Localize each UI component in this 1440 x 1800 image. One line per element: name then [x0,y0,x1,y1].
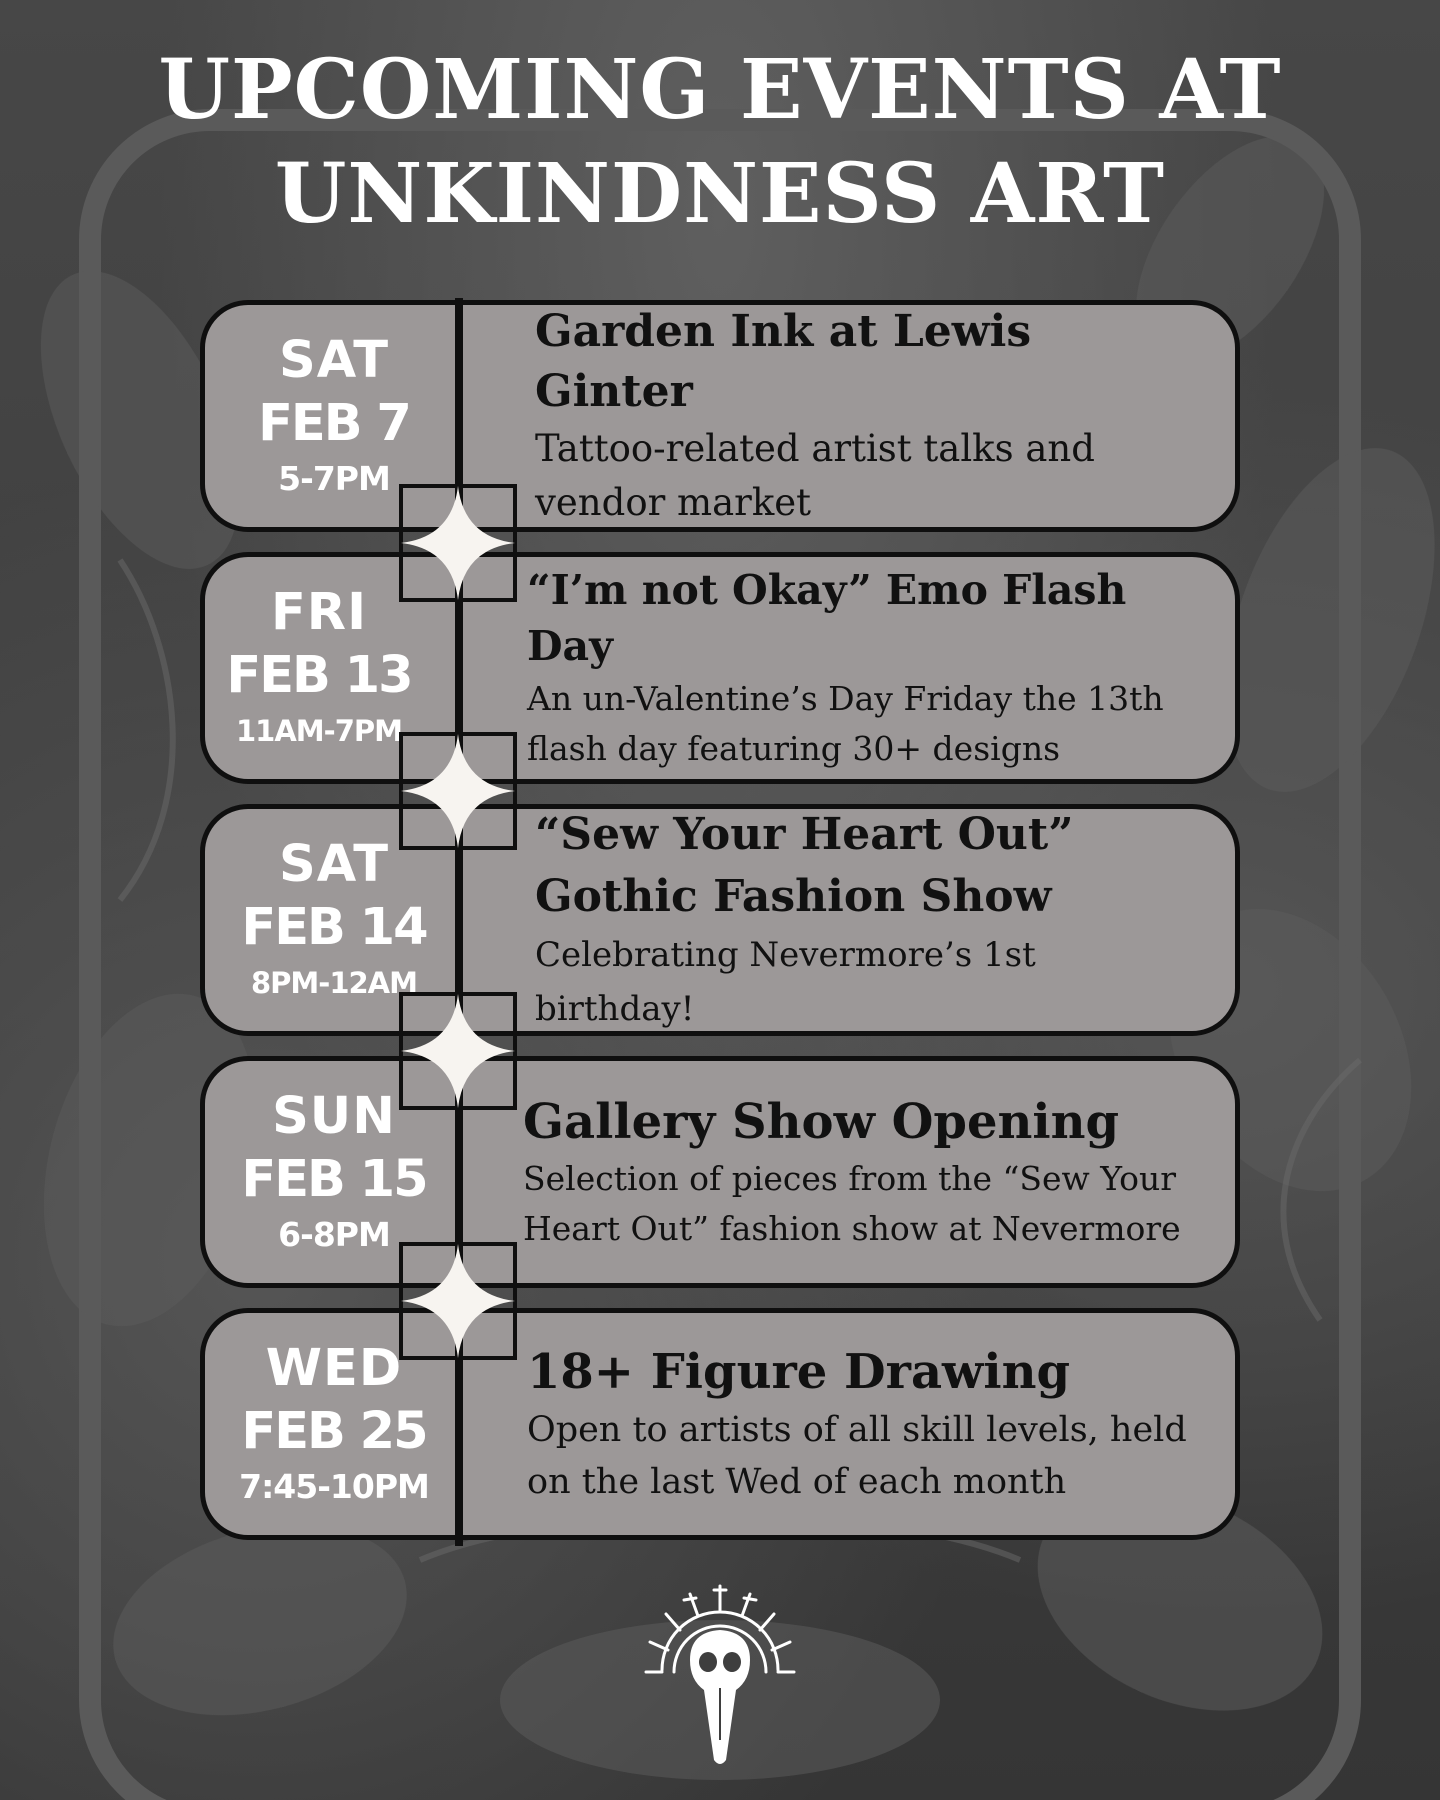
event-name [523,1090,1215,1154]
event-card-1 [200,300,1240,532]
event-name-line: “I’m not Okay” Emo Flash Day [527,566,1127,670]
event-info [527,1313,1215,1535]
event-info [535,305,1195,527]
event-date: FEB 14 [241,898,427,957]
event-date: FEB 13 [226,646,412,705]
event-name [527,562,1215,674]
poster-title [0,38,1440,246]
event-card-3 [200,804,1240,1036]
event-card-2 [200,552,1240,784]
event-info [535,809,1195,1031]
event-description [527,1404,1215,1508]
event-description-line: vendor market [535,481,812,524]
event-description [535,422,1195,530]
event-time: 6-8PM [278,1215,390,1254]
event-name-line: Gallery Show Opening [523,1094,1120,1150]
event-description-line: Selection of pieces from the “Sew Your [523,1159,1177,1198]
event-weekday: WED [265,1339,403,1398]
title-line-2: UNKINDNESS ART [274,146,1166,242]
event-description-line: flash day featuring 30+ designs [527,729,1061,768]
event-description-line: Tattoo-related artist talks and [535,427,1095,470]
event-date: FEB 15 [241,1150,427,1209]
event-description [535,928,1195,1036]
event-name-line: “Sew Your Heart Out” [535,809,1074,860]
sparkle-star-icon [399,732,517,850]
event-name-line: 18+ Figure Drawing [527,1344,1071,1400]
event-info [523,1061,1215,1283]
event-name [535,804,1195,928]
title-line-1: UPCOMING EVENTS AT [158,42,1282,138]
event-description-line: An un-Valentine’s Day Friday the 13th [527,679,1164,718]
event-weekday: FRI [270,583,368,642]
sparkle-star-icon [399,484,517,602]
event-description-line: Celebrating Nevermore’s 1st birthday! [535,935,1036,1029]
event-description-line: on the last Wed of each month [527,1462,1067,1502]
event-time: 11AM-7PM [236,714,402,748]
event-time: 8PM-12AM [251,966,417,1000]
event-name [535,302,1195,422]
event-card-5 [200,1308,1240,1540]
event-card-4 [200,1056,1240,1288]
event-weekday: SAT [278,331,390,390]
event-weekday: SAT [278,835,390,894]
sparkle-star-icon [399,992,517,1110]
event-name [527,1340,1215,1404]
event-info [527,557,1215,779]
sparkle-star-icon [399,1242,517,1360]
event-weekday: SUN [272,1087,396,1146]
event-time: 7:45-10PM [239,1467,429,1506]
bird-skull-sunburst-icon [640,1580,800,1770]
event-date: FEB 7 [258,394,410,453]
event-description-line: Open to artists of all skill levels, held [527,1410,1187,1450]
event-description [523,1154,1215,1254]
event-name-line: Gothic Fashion Show [535,871,1052,922]
event-name-line: Garden Ink at Lewis Ginter [535,306,1032,417]
event-description [527,674,1215,774]
event-date: FEB 25 [241,1402,427,1461]
event-time: 5-7PM [278,459,390,498]
event-description-line: Heart Out” fashion show at Nevermore [523,1209,1181,1248]
